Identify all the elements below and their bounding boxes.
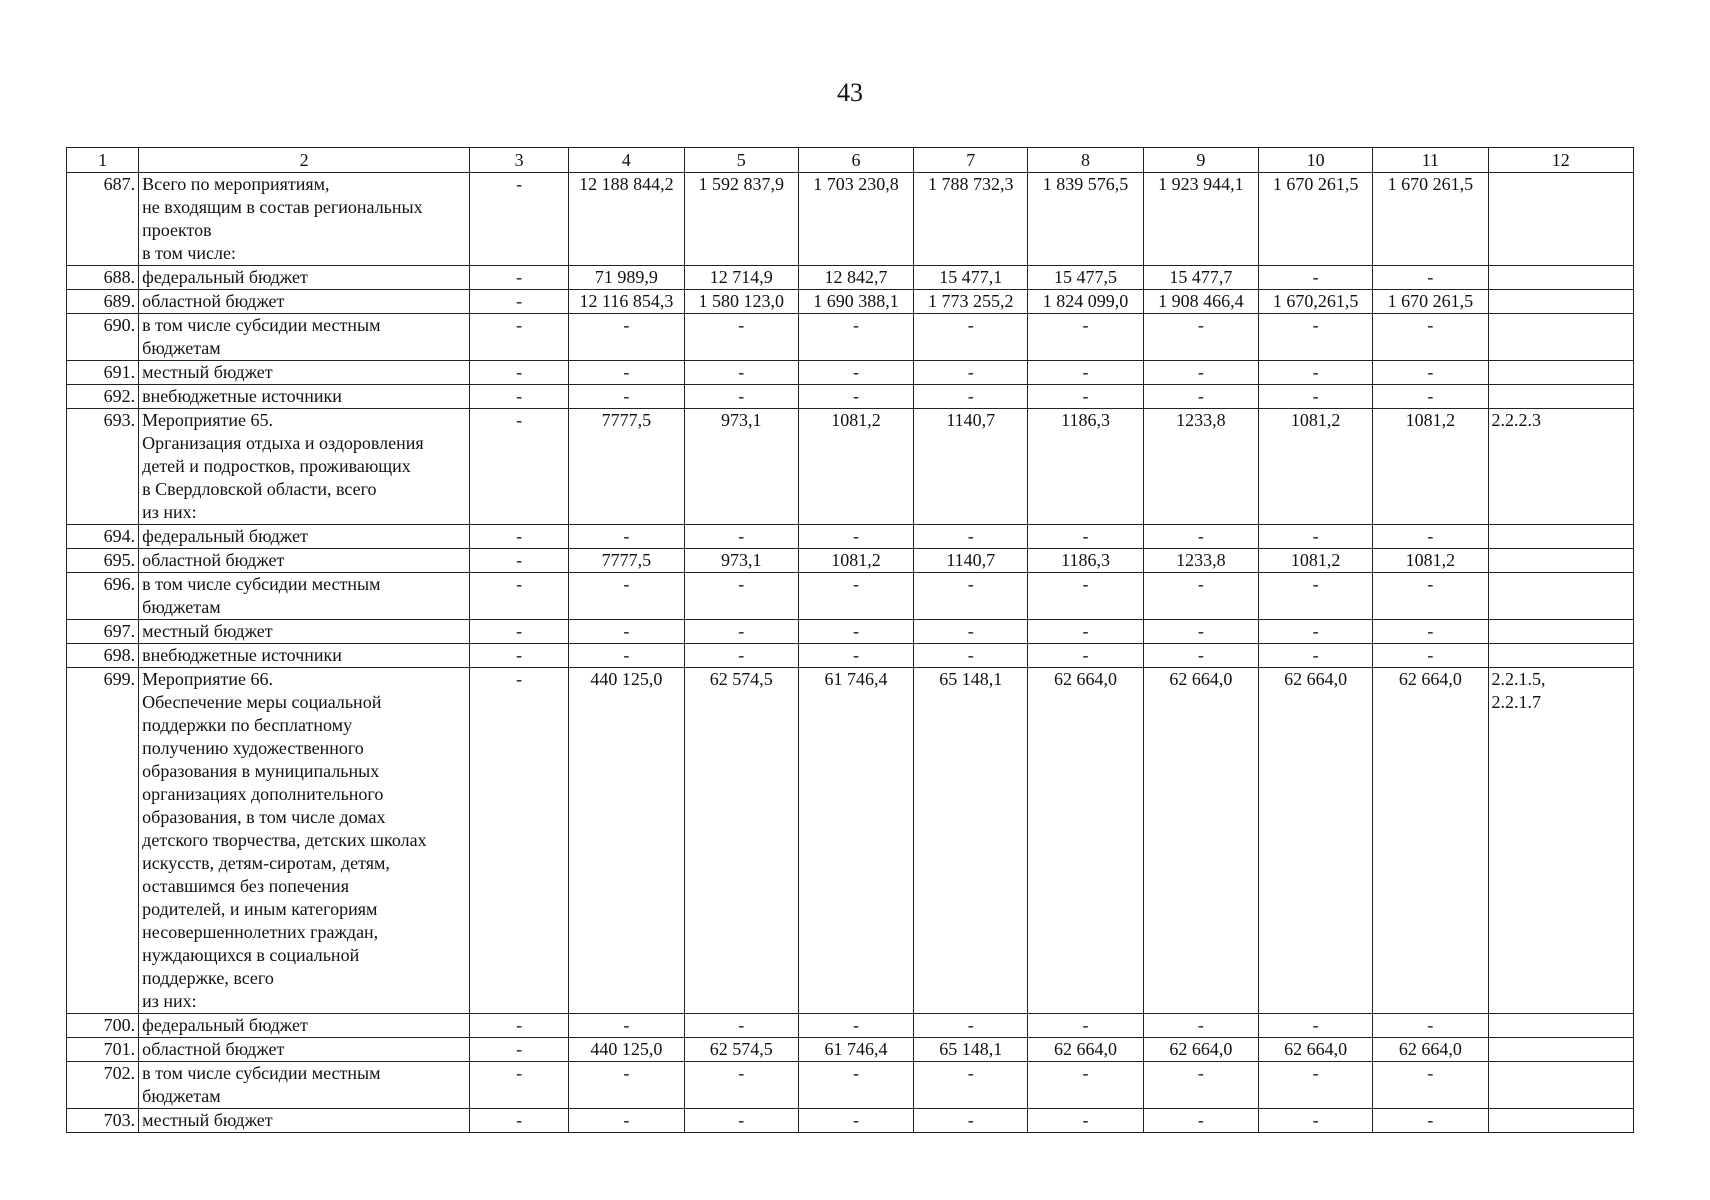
amount-cell: 15 477,7 <box>1143 266 1258 290</box>
amount-cell: - <box>1258 644 1372 668</box>
amount-cell: - <box>914 1062 1028 1109</box>
amount-cell: - <box>1258 1109 1372 1133</box>
amount-cell: - <box>1028 644 1143 668</box>
amount-cell: - <box>1143 361 1258 385</box>
column-3-value: - <box>470 266 569 290</box>
amount-cell: 61 746,4 <box>798 1038 913 1062</box>
amount-cell: - <box>569 385 684 409</box>
reference-cell <box>1488 385 1633 409</box>
amount-cell: - <box>798 1109 913 1133</box>
amount-cell: - <box>1143 525 1258 549</box>
amount-cell: 1 773 255,2 <box>914 290 1028 314</box>
amount-cell: - <box>1258 620 1372 644</box>
amount-cell: - <box>798 385 913 409</box>
amount-cell: - <box>798 525 913 549</box>
header-cell: 9 <box>1143 148 1258 173</box>
reference-cell <box>1488 173 1633 266</box>
amount-cell: 1 690 388,1 <box>798 290 913 314</box>
amount-cell: 1081,2 <box>1258 549 1372 573</box>
table-row <box>67 549 1634 573</box>
amount-cell: 440 125,0 <box>569 668 684 1014</box>
amount-cell: 62 664,0 <box>1143 668 1258 1014</box>
row-description: местный бюджет <box>139 361 470 385</box>
row-description: федеральный бюджет <box>139 266 470 290</box>
amount-cell: 62 664,0 <box>1258 668 1372 1014</box>
row-number: 692. <box>67 385 139 409</box>
amount-cell: - <box>684 385 798 409</box>
header-cell: 6 <box>798 148 913 173</box>
table-row <box>67 314 1634 361</box>
amount-cell: 1081,2 <box>798 549 913 573</box>
row-number: 687. <box>67 173 139 266</box>
row-number: 703. <box>67 1109 139 1133</box>
column-3-value: - <box>470 1062 569 1109</box>
reference-cell: 2.2.2.3 <box>1488 409 1633 525</box>
amount-cell: 1081,2 <box>798 409 913 525</box>
amount-cell: 1 670,261,5 <box>1258 290 1372 314</box>
row-description: областной бюджет <box>139 549 470 573</box>
reference-cell <box>1488 314 1633 361</box>
amount-cell: 71 989,9 <box>569 266 684 290</box>
amount-cell: - <box>1143 620 1258 644</box>
amount-cell: 62 664,0 <box>1028 668 1143 1014</box>
amount-cell: - <box>1373 525 1488 549</box>
amount-cell: - <box>569 1014 684 1038</box>
row-number: 691. <box>67 361 139 385</box>
amount-cell: 12 116 854,3 <box>569 290 684 314</box>
amount-cell: - <box>684 620 798 644</box>
reference-cell: 2.2.1.5, 2.2.1.7 <box>1488 668 1633 1014</box>
table-row <box>67 573 1634 620</box>
amount-cell: - <box>1028 1014 1143 1038</box>
amount-cell: 7777,5 <box>569 409 684 525</box>
column-3-value: - <box>470 644 569 668</box>
amount-cell: 62 574,5 <box>684 1038 798 1062</box>
amount-cell: - <box>1028 361 1143 385</box>
amount-cell: 973,1 <box>684 409 798 525</box>
amount-cell: - <box>569 525 684 549</box>
amount-cell: 7777,5 <box>569 549 684 573</box>
table-row <box>67 1062 1634 1109</box>
column-3-value: - <box>470 314 569 361</box>
amount-cell: 440 125,0 <box>569 1038 684 1062</box>
header-cell: 5 <box>684 148 798 173</box>
header-cell: 7 <box>914 148 1028 173</box>
amount-cell: - <box>914 1109 1028 1133</box>
column-3-value: - <box>470 173 569 266</box>
amount-cell: - <box>1143 573 1258 620</box>
amount-cell: - <box>1143 1109 1258 1133</box>
amount-cell: 62 664,0 <box>1143 1038 1258 1062</box>
amount-cell: 1081,2 <box>1373 549 1488 573</box>
reference-cell <box>1488 1038 1633 1062</box>
amount-cell: - <box>569 620 684 644</box>
amount-cell: - <box>1028 620 1143 644</box>
table-body <box>67 148 1634 1133</box>
amount-cell: 62 664,0 <box>1373 1038 1488 1062</box>
row-description: в том числе субсидии местным бюджетам <box>139 1062 470 1109</box>
row-number: 690. <box>67 314 139 361</box>
amount-cell: 62 664,0 <box>1373 668 1488 1014</box>
amount-cell: - <box>798 1062 913 1109</box>
amount-cell: - <box>798 573 913 620</box>
header-cell: 2 <box>139 148 470 173</box>
amount-cell: - <box>1143 644 1258 668</box>
amount-cell: - <box>1373 620 1488 644</box>
amount-cell: 973,1 <box>684 549 798 573</box>
amount-cell: 1140,7 <box>914 409 1028 525</box>
amount-cell: 15 477,1 <box>914 266 1028 290</box>
row-number: 696. <box>67 573 139 620</box>
amount-cell: - <box>1143 1062 1258 1109</box>
header-cell: 8 <box>1028 148 1143 173</box>
amount-cell: - <box>798 1014 913 1038</box>
row-description: внебюджетные источники <box>139 644 470 668</box>
amount-cell: - <box>1373 1062 1488 1109</box>
amount-cell: 1 580 123,0 <box>684 290 798 314</box>
table-row <box>67 644 1634 668</box>
amount-cell: 1 824 099,0 <box>1028 290 1143 314</box>
row-description: областной бюджет <box>139 290 470 314</box>
amount-cell: - <box>1028 573 1143 620</box>
header-cell: 1 <box>67 148 139 173</box>
header-cell: 4 <box>569 148 684 173</box>
table-row <box>67 361 1634 385</box>
row-description: местный бюджет <box>139 1109 470 1133</box>
amount-cell: - <box>1258 525 1372 549</box>
amount-cell: 1186,3 <box>1028 409 1143 525</box>
amount-cell: 1233,8 <box>1143 409 1258 525</box>
amount-cell: - <box>1373 361 1488 385</box>
amount-cell: 1 703 230,8 <box>798 173 913 266</box>
header-cell: 11 <box>1373 148 1488 173</box>
row-number: 698. <box>67 644 139 668</box>
amount-cell: 1 923 944,1 <box>1143 173 1258 266</box>
row-number: 688. <box>67 266 139 290</box>
reference-cell <box>1488 1109 1633 1133</box>
amount-cell: 62 664,0 <box>1258 1038 1372 1062</box>
amount-cell: 1186,3 <box>1028 549 1143 573</box>
reference-cell <box>1488 620 1633 644</box>
column-3-value: - <box>470 290 569 314</box>
amount-cell: - <box>1258 266 1372 290</box>
amount-cell: 12 842,7 <box>798 266 913 290</box>
amount-cell: - <box>914 361 1028 385</box>
reference-cell <box>1488 644 1633 668</box>
amount-cell: 1081,2 <box>1258 409 1372 525</box>
row-description: в том числе субсидии местным бюджетам <box>139 573 470 620</box>
page-number: 43 <box>837 78 863 107</box>
table-row <box>67 409 1634 525</box>
amount-cell: - <box>684 314 798 361</box>
amount-cell: 15 477,5 <box>1028 266 1143 290</box>
table-row <box>67 385 1634 409</box>
amount-cell: - <box>914 525 1028 549</box>
table-row <box>67 1109 1634 1133</box>
table-row <box>67 1014 1634 1038</box>
column-3-value: - <box>470 620 569 644</box>
row-number: 694. <box>67 525 139 549</box>
amount-cell: - <box>1373 1109 1488 1133</box>
amount-cell: 1 908 466,4 <box>1143 290 1258 314</box>
amount-cell: - <box>1258 361 1372 385</box>
amount-cell: - <box>914 385 1028 409</box>
amount-cell: - <box>1143 1014 1258 1038</box>
table-row <box>67 266 1634 290</box>
amount-cell: - <box>569 573 684 620</box>
amount-cell: - <box>798 620 913 644</box>
column-3-value: - <box>470 361 569 385</box>
table-row <box>67 290 1634 314</box>
reference-cell <box>1488 1062 1633 1109</box>
amount-cell: 1 839 576,5 <box>1028 173 1143 266</box>
row-number: 697. <box>67 620 139 644</box>
amount-cell: 1233,8 <box>1143 549 1258 573</box>
amount-cell: - <box>1258 573 1372 620</box>
column-3-value: - <box>470 409 569 525</box>
table-row <box>67 668 1634 1014</box>
amount-cell: 12 714,9 <box>684 266 798 290</box>
row-description: областной бюджет <box>139 1038 470 1062</box>
amount-cell: 65 148,1 <box>914 1038 1028 1062</box>
reference-cell <box>1488 525 1633 549</box>
table-row <box>67 620 1634 644</box>
amount-cell: - <box>1373 385 1488 409</box>
amount-cell: - <box>684 573 798 620</box>
amount-cell: 1 592 837,9 <box>684 173 798 266</box>
reference-cell <box>1488 573 1633 620</box>
amount-cell: - <box>914 1014 1028 1038</box>
reference-cell <box>1488 266 1633 290</box>
amount-cell: 1 670 261,5 <box>1373 290 1488 314</box>
row-description: местный бюджет <box>139 620 470 644</box>
reference-cell <box>1488 361 1633 385</box>
amount-cell: 1 788 732,3 <box>914 173 1028 266</box>
amount-cell: - <box>1028 1109 1143 1133</box>
amount-cell: 1140,7 <box>914 549 1028 573</box>
row-number: 699. <box>67 668 139 1014</box>
amount-cell: - <box>684 1109 798 1133</box>
amount-cell: - <box>1373 644 1488 668</box>
row-number: 702. <box>67 1062 139 1109</box>
amount-cell: - <box>914 573 1028 620</box>
row-number: 701. <box>67 1038 139 1062</box>
amount-cell: 1 670 261,5 <box>1373 173 1488 266</box>
table-header-row <box>67 148 1634 173</box>
row-description: Всего по мероприятиям, не входящим в состав региональных проектов в том числе: <box>139 173 470 266</box>
column-3-value: - <box>470 1109 569 1133</box>
amount-cell: - <box>1258 1062 1372 1109</box>
header-cell: 10 <box>1258 148 1372 173</box>
header-cell: 3 <box>470 148 569 173</box>
amount-cell: - <box>569 1109 684 1133</box>
reference-cell <box>1488 290 1633 314</box>
amount-cell: 1 670 261,5 <box>1258 173 1372 266</box>
table-row <box>67 525 1634 549</box>
column-3-value: - <box>470 385 569 409</box>
row-description: федеральный бюджет <box>139 525 470 549</box>
amount-cell: - <box>914 620 1028 644</box>
amount-cell: - <box>569 1062 684 1109</box>
amount-cell: - <box>1143 314 1258 361</box>
reference-cell <box>1488 549 1633 573</box>
row-number: 695. <box>67 549 139 573</box>
amount-cell: - <box>798 361 913 385</box>
amount-cell: - <box>569 314 684 361</box>
amount-cell: - <box>798 314 913 361</box>
column-3-value: - <box>470 573 569 620</box>
amount-cell: 62 574,5 <box>684 668 798 1014</box>
amount-cell: - <box>1143 385 1258 409</box>
amount-cell: - <box>569 644 684 668</box>
amount-cell: - <box>1258 385 1372 409</box>
row-description: федеральный бюджет <box>139 1014 470 1038</box>
column-3-value: - <box>470 668 569 1014</box>
amount-cell: - <box>1373 1014 1488 1038</box>
amount-cell: - <box>684 525 798 549</box>
amount-cell: - <box>1028 385 1143 409</box>
row-description: внебюджетные источники <box>139 385 470 409</box>
row-description: Мероприятие 66. Обеспечение меры социальной поддержки по бесплатному получению художественного образования в муниципальных организациях дополнительного образования, в том числе домах детского творчества, детских школах искусств, детям-сиротам, детям, оставшимся без попечения родителей, и иным категориям несовершеннолетних граждан, нуждающихся в социальной поддержке, всего из них: <box>139 668 470 1014</box>
column-3-value: - <box>470 549 569 573</box>
amount-cell: - <box>684 1062 798 1109</box>
row-description: Мероприятие 65. Организация отдыха и оздоровления детей и подростков, проживающих в Свердловской области, всего из них: <box>139 409 470 525</box>
amount-cell: - <box>914 644 1028 668</box>
amount-cell: - <box>1373 573 1488 620</box>
row-description: в том числе субсидии местным бюджетам <box>139 314 470 361</box>
amount-cell: - <box>798 644 913 668</box>
amount-cell: - <box>1373 314 1488 361</box>
table-row <box>67 173 1634 266</box>
amount-cell: 62 664,0 <box>1028 1038 1143 1062</box>
row-number: 693. <box>67 409 139 525</box>
amount-cell: 1081,2 <box>1373 409 1488 525</box>
amount-cell: - <box>1028 314 1143 361</box>
amount-cell: - <box>684 644 798 668</box>
amount-cell: - <box>1028 1062 1143 1109</box>
amount-cell: - <box>1373 266 1488 290</box>
column-3-value: - <box>470 1038 569 1062</box>
amount-cell: - <box>684 361 798 385</box>
amount-cell: - <box>914 314 1028 361</box>
amount-cell: 61 746,4 <box>798 668 913 1014</box>
amount-cell: 65 148,1 <box>914 668 1028 1014</box>
reference-cell <box>1488 1014 1633 1038</box>
row-number: 689. <box>67 290 139 314</box>
amount-cell: 12 188 844,2 <box>569 173 684 266</box>
column-3-value: - <box>470 525 569 549</box>
amount-cell: - <box>1028 525 1143 549</box>
amount-cell: - <box>1258 1014 1372 1038</box>
amount-cell: - <box>569 361 684 385</box>
row-number: 700. <box>67 1014 139 1038</box>
column-3-value: - <box>470 1014 569 1038</box>
budget-table <box>66 147 1634 1133</box>
header-cell: 12 <box>1488 148 1633 173</box>
table-row <box>67 1038 1634 1062</box>
amount-cell: - <box>684 1014 798 1038</box>
amount-cell: - <box>1258 314 1372 361</box>
